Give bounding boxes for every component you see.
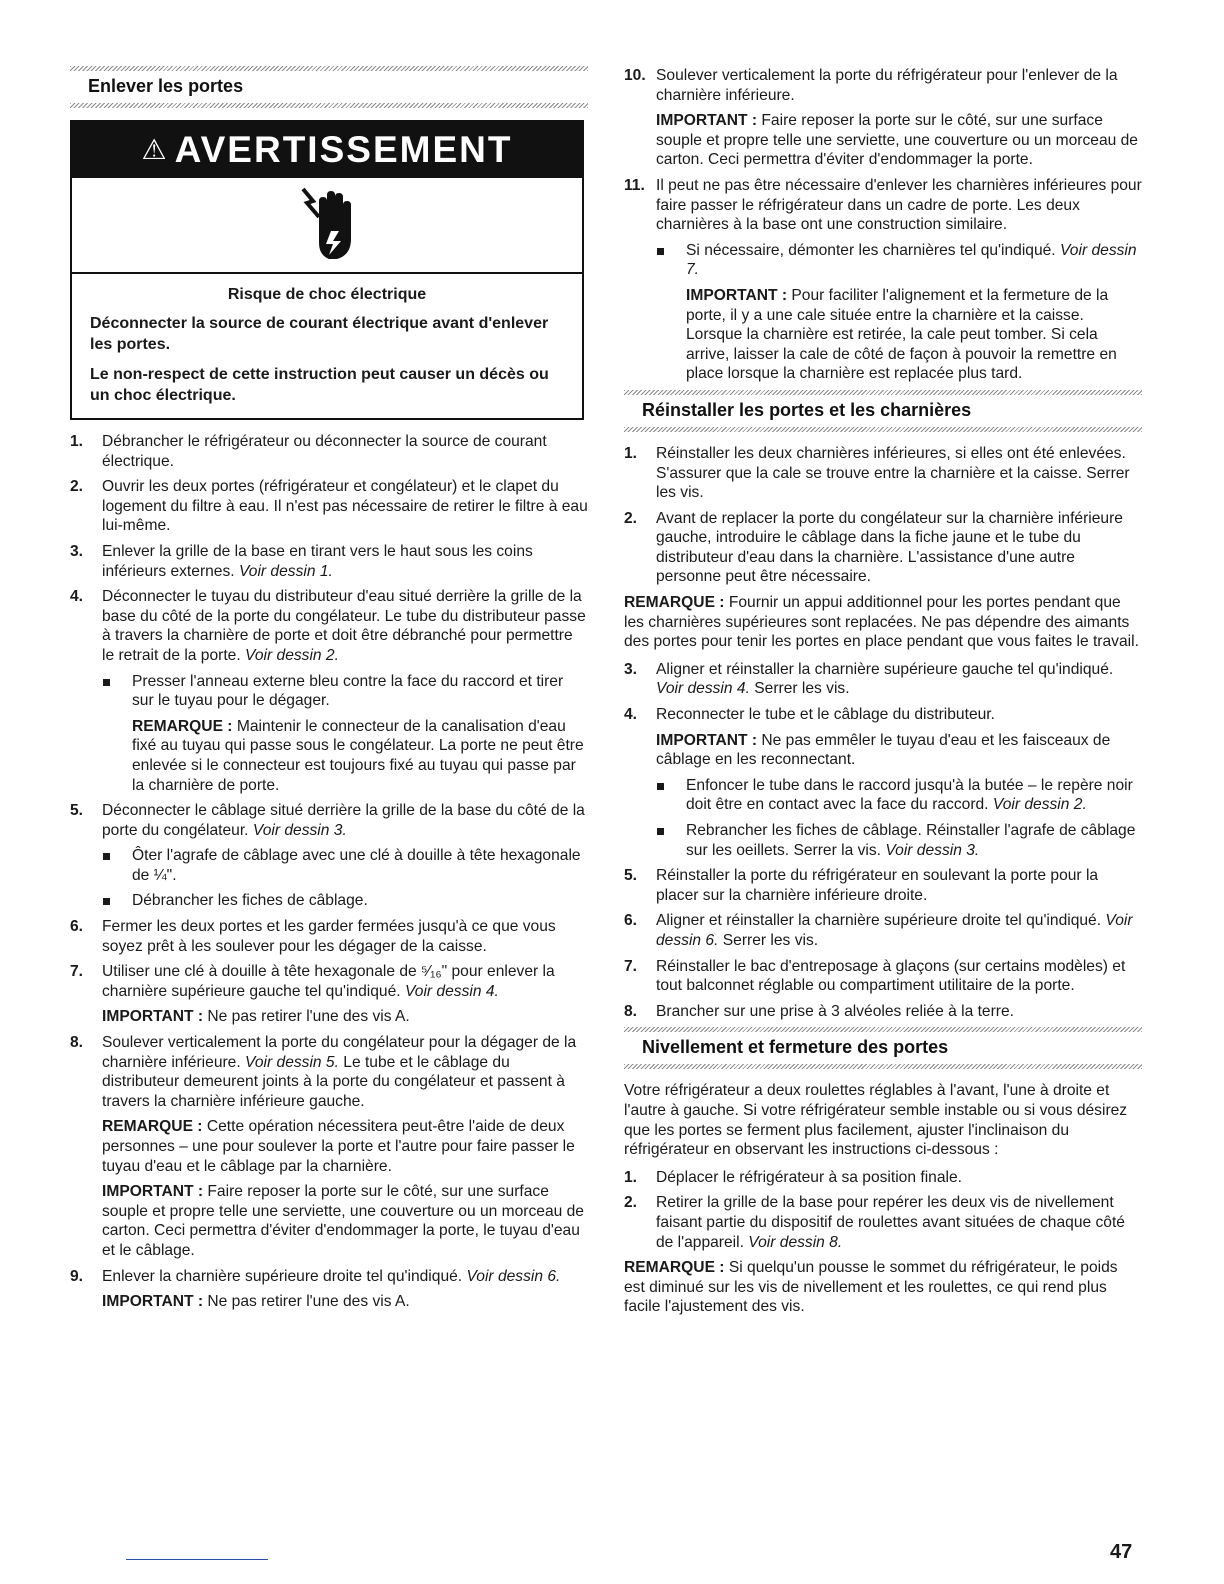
step: 4. Reconnecter le tube et le câblage du distributeur. IMPORTANT : Ne pas emmêler le tuyau d'eau et les faisceaux de câblage en les reconnectant. Enfoncer le tube dans le raccord jusqu'à la butée – le repère noir doit être en contact avec la face du raccord. Voir dessin 2. Rebrancher les fiches de câblage. Réinstaller l'agrafe de câblage sur les oeillets. Serrer la vis. Voir dessin 3. [624,705,1142,860]
step: 8. Brancher sur une prise à 3 alvéoles reliée à la terre. [624,1002,1014,1020]
page-number: 47 [1110,1541,1133,1563]
leveling-intro: Votre réfrigérateur a deux roulettes réglables à l'avant, l'une à droite et l'autre à gauche. Si votre réfrigérateur semble instable ou si vous désirez que les portes se ferment plus facilement, ajuster l'inclinaison du réfrigérateur en observant les instructions ci-dessous : [624,1082,1128,1159]
step: 1. Débrancher le réfrigérateur ou déconnecter la source de courant électrique. [70,433,547,470]
leveling-note: REMARQUE : Si quelqu'un pousse le sommet du réfrigérateur, le poids est diminué sur les vis de nivellement et les roulettes, ce qui rend plus facile l'ajustement des vis. [624,1259,1118,1316]
step: 8. Soulever verticalement la porte du congélateur pour la dégager de la charnière inférieure. Voir dessin 5. Le tube et le câblage du distributeur demeurent joints à la porte du congélateur et passent à travers la charnière inférieure gauche. REMARQUE : Cette opération nécessitera peut-être l'aide de deux personnes – une pour soulever la porte et l'autre pour faire passer le tuyau d'eau et le câblage par la charnière. IMPORTANT : Faire reposer la porte sur le côté, sur une surface souple et propre telle une serviette, une couverture ou un morceau de carton. Ceci permettra d'éviter d'endommager la porte, le tuyau d'eau et le câblage. [70,1034,584,1259]
step: 5. Réinstaller la porte du réfrigérateur en soulevant la porte pour la placer sur la charnière inférieure droite. [624,867,1099,904]
warning-header [72,122,582,178]
step: 11. Il peut ne pas être nécessaire d'enlever les charnières inférieures pour faire passer le réfrigérateur dans un cadre de porte. Les deux charnières à la base ont une construction similaire. Si nécessaire, démonter les charnières tel qu'indiqué. Voir dessin 7. IMPORTANT : Pour faciliter l'alignement et la fermeture de la porte, il y a une cale située entre la charnière et la caisse. Lorsque la charnière est retirée, la cale peut tomber. Si cela arrive, laisser la cale de côté de façon à pouvoir la remettre en place lorsque la charnière est replacée plus tard. [624,176,1142,383]
bullet-item: Enfoncer le tube dans le raccord jusqu'à la butée – le repère noir doit être en contact avec la face du raccord. Voir dessin 2. [656,776,1142,815]
footer-rule [126,1559,268,1560]
remove-steps-list [70,432,588,1312]
step: 6. Aligner et réinstaller la charnière supérieure droite tel qu'indiqué. Voir dessin 6. Serrer les vis. [624,912,1133,949]
bullet-item: Rebrancher les fiches de câblage. Réinstaller l'agrafe de câblage sur les oeillets. Serrer la vis. Voir dessin 3. [656,821,1142,860]
step: 7. Réinstaller le bac d'entreposage à glaçons (sur certains modèles) et tout balconnet réglable ou compartiment utilitaire de la porte. [624,957,1126,995]
warning-consequence: Le non-respect de cette instruction peut causer un décès ou un choc électrique. [90,366,549,404]
step: 3. Enlever la grille de la base en tirant vers le haut sous les coins inférieurs externes. Voir dessin 1. [70,542,533,580]
section-heading-reinstaller: Réinstaller les portes et les charnières [624,390,1142,432]
step: 5. Déconnecter le câblage situé derrière la grille de la base du côté de la porte du congélateur. Voir dessin 3. Ôter l'agrafe de câblage avec une clé à douille à tête hexagonale de ¼". Débrancher les fiches de câblage. [70,801,588,911]
warning-risk: Risque de choc électrique [227,286,427,303]
remove-steps-list-continued [624,66,1142,384]
reinstall-steps-list [624,444,1142,587]
step: 2. Retirer la grille de la base pour repérer les deux vis de nivellement faisant partie du dispositif de roulettes avant situées de chaque côté de l'appareil. Voir dessin 8. [624,1194,1125,1251]
step: 4. Déconnecter le tuyau du distributeur d'eau situé derrière la grille de la base du côté de la porte du congélateur. Le tube du distributeur passe à travers la charnière de porte et doit être débranché pour permettre le retrait de la porte. Voir dessin 2. Presser l'anneau externe bleu contre la face du raccord et tirer sur le tuyau pour le dégager. REMARQUE : Maintenir le connecteur de la canalisation d'eau fixé au tuyau qui passe sous le congélateur. La porte ne peut être enlevée si le connecteur est toujours fixé au tuyau qui passe par la charnière de porte. [70,587,588,795]
bullet-item: Si nécessaire, démonter les charnières tel qu'indiqué. Voir dessin 7. IMPORTANT : Pour faciliter l'alignement et la fermeture de la porte, il y a une cale située entre la charnière et la caisse. Lorsque la charnière est retirée, la cale peut tomber. Si cela arrive, laisser la cale de côté de façon à pouvoir la remettre en place lorsque la charnière est replacée plus tard. [656,241,1142,384]
leveling-steps-list [624,1168,1142,1252]
step: 9. Enlever la charnière supérieure droite tel qu'indiqué. Voir dessin 6. IMPORTANT : Ne pas retirer l'une des vis A. [70,1267,561,1311]
step: 2. Avant de replacer la porte du congélateur sur la charnière inférieure gauche, introduire le câblage dans la fiche jaune et le tube du distributeur d'eau dans la charnière. L'assistance d'une autre personne peut être nécessaire. [624,509,1123,586]
section-heading-nivellement: Nivellement et fermeture des portes [624,1027,1142,1069]
step: 2. Ouvrir les deux portes (réfrigérateur et congélateur) et le clapet du logement du filtre à eau. Il n'est pas nécessaire de retirer le filtre à eau lui-même. [70,478,588,535]
warning-triangle-icon: ⚠ [141,134,169,166]
bullet-item: Débrancher les fiches de câblage. [102,891,588,911]
step: 6. Fermer les deux portes et les garder fermées jusqu'à ce que vous soyez prêt à les soulever pour les dégager de la caisse. [70,918,556,955]
left-column [70,66,588,1318]
right-column [624,66,1142,1325]
reinstall-steps-list-2 [624,660,1142,1022]
step: 1. Réinstaller les deux charnières inférieures, si elles ont été enlevées. S'assurer que la cale se trouve entre la charnière et la caisse. Serrer les vis. [624,444,1130,502]
step: 10. Soulever verticalement la porte du réfrigérateur pour l'enlever de la charnière inférieure. IMPORTANT : Faire reposer la porte sur le côté, sur une surface souple et propre telle une serviette, une couverture ou un morceau de carton. Ceci permettra d'éviter d'endommager la porte. [624,67,1138,169]
warning-title: AVERTISSEMENT [174,129,513,171]
bullet-item: Presser l'anneau externe bleu contre la face du raccord et tirer sur le tuyau pour le dégager. REMARQUE : Maintenir le connecteur de la canalisation d'eau fixé au tuyau qui passe sous le congélateur. La porte ne peut être enlevée si le connecteur est toujours fixé au tuyau qui passe par la charnière de porte. [102,672,588,796]
electric-shock-hand-icon [295,183,359,267]
warning-instruction: Déconnecter la source de courant électrique avant d'enlever les portes. [90,315,549,353]
step: 1. Déplacer le réfrigérateur à sa position finale. [624,1168,962,1186]
warning-box [70,120,584,420]
bullet-item: Ôter l'agrafe de câblage avec une clé à douille à tête hexagonale de ¼". [102,846,588,885]
reinstall-note: REMARQUE : Fournir un appui additionnel pour les portes pendant que les charnières supérieures sont replacées. Ne pas dépendre des aimants des portes pour tenir les portes en place pendant que vous faites le travail. [624,594,1139,651]
section-heading-enlever: Enlever les portes [70,66,588,108]
step: 3. Aligner et réinstaller la charnière supérieure gauche tel qu'indiqué. Voir dessin 4. Serrer les vis. [624,660,1114,698]
step: 7. Utiliser une clé à douille à tête hexagonale de ⁵⁄₁₆" pour enlever la charnière supérieure gauche tel qu'indiqué. Voir dessin 4. IMPORTANT : Ne pas retirer l'une des vis A. [70,963,555,1026]
